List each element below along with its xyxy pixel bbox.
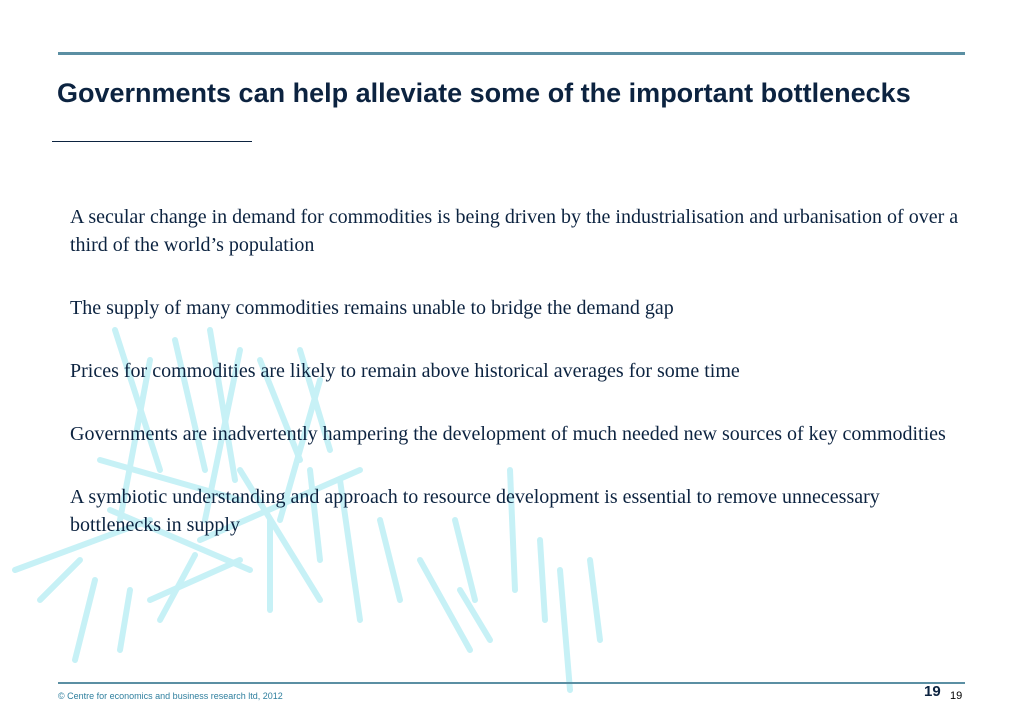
bullet-item: A secular change in demand for commodities is being driven by the industrialisation and urbanisation of over a third of the world’s population bbox=[70, 206, 959, 256]
bullet-item: A symbiotic understanding and approach to resource development is essential to remove unnecessary bottlenecks in supply bbox=[70, 486, 880, 536]
header-rule bbox=[58, 52, 965, 55]
bullet-item: Prices for commodities are likely to remain above historical averages for some time bbox=[70, 360, 740, 382]
copyright-notice: © Centre for economics and business research ltd, 2012 bbox=[58, 691, 283, 701]
page-number: 19 bbox=[924, 683, 941, 700]
page-number-small: 19 bbox=[950, 690, 963, 702]
footer-rule bbox=[58, 682, 965, 684]
bullet-item: The supply of many commodities remains unable to bridge the demand gap bbox=[70, 297, 674, 319]
slide-title: Governments can help alleviate some of the important bottlenecks bbox=[57, 78, 911, 108]
bullet-item: Governments are inadvertently hampering the development of much needed new sources of key commodities bbox=[70, 423, 946, 445]
bullet-list bbox=[70, 203, 970, 574]
title-underline bbox=[52, 141, 252, 142]
